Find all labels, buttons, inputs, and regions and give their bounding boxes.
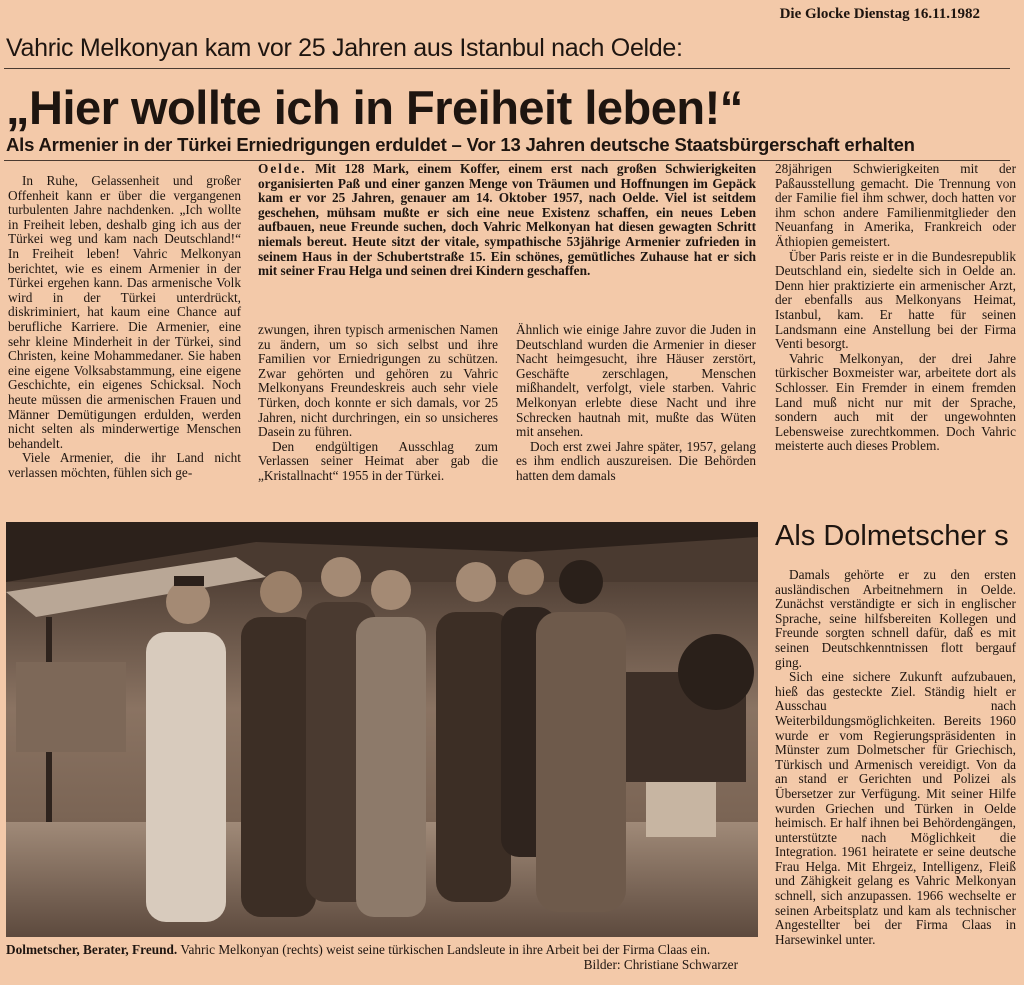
paragraph: In Ruhe, Gelassenheit und großer Offenheit kann er über die vergangenen turbulenten Jahre nachdenken. „Ich wollte in Freiheit leben, deshalb ging ich aus der Türkei weg und kam nach Deutschland!“ In Freiheit leben! Vahric Melkonyan berichtet, wie es einem Armenier in der Türkei ergehen kann. Das armenische Volk wird in der Türkei unterdrückt, diskriminiert, hat kaum eine Chance auf berufliche Karriere. Die Armenier, eine sehr kleine Minderheit in der Türkei, sind Christen, keine Mohammedaner. Sie haben eine eigene Volksabstammung, eine eigene Geschichte, ein eigenes Schicksal. Noch heute müssen die armenischen Frauen und Männer Demütigungen erdulden, werden nicht selten als minderwertige Menschen behandelt.	[8, 173, 241, 451]
subheadline: Als Armenier in der Türkei Erniedrigungen erduldet – Vor 13 Jahren deutsche Staatsbürgerschaft erhalten	[6, 134, 915, 155]
paragraph: Damals gehörte er zu den ersten ausländischen Arbeitnehmern in Oelde. Zunächst verständigte er sich in englischer Sprache, seine hilfsbereiten Kollegen und Freunde sorgten schnell dafür, daß es mit seinen Deutschkenntnissen flott bergauf ging.	[775, 567, 1016, 670]
article-column-1	[8, 174, 241, 480]
paragraph: zwungen, ihren typisch armenischen Namen zu ändern, um so sich selbst und ihre Familien vor Erniedrigungen zu schützen. Zwar gehörten und gehören zu Vahric Melkonyans Freundeskreis auch sehr viele Türken, doch konnte er sich damals, vor 25 Jahren, nicht durchringen, ein so unsicheres Dasein zu führen.	[258, 322, 498, 440]
dateline: Oelde.	[258, 161, 307, 176]
paragraph: Über Paris reiste er in die Bundesrepublik Deutschland ein, siedelte sich in Oelde an. Denn hier praktizierte ein armenischer Arzt, der ebenfalls aus Melkonyans Heimat, Istanbul, kam. Er hatte für seinen Landsmann eine Anstellung bei der Firma Venti besorgt.	[775, 248, 1016, 352]
paragraph: Ähnlich wie einige Jahre zuvor die Juden in Deutschland wurden die Armenier in dieser Nacht heimgesucht, ihre Häuser zerstört, Geschäfte zerschlagen, Menschen mißhandelt, verfolgt, viele starben. Vahric Melkonyan erlebte diese Nacht und ihre Schrecken hautnah mit, mußte das Wüten mit ansehen.	[516, 322, 756, 440]
article-lead	[258, 162, 756, 279]
article-column-5	[775, 568, 1016, 947]
headline: „Hier wollte ich in Freiheit leben!“	[6, 81, 743, 134]
paragraph: Sich eine sichere Zukunft aufzubauen, hieß das gesteckte Ziel. Ständig hielt er Ausschau nach Weiterbildungsmöglichkeiten. Bereits 1960 wurde er vom Regierungspräsidenten in Münster zum Dolmetscher für Griechisch, Türkisch und Armenisch vereidigt. Von da an stand er Gerichten und Polizei als Übersetzer zur Verfügung. Mit seiner Hilfe wurden Griechen und Türken in Oelde heimisch. Er half ihnen bei Behördengängen, unterstützte nach Möglichkeit die Integration. 1961 heiratete er seine deutsche Frau Helga. Mit Ehrgeiz, Intelligenz, Fleiß und Zähigkeit gelang es Vahric Melkonyan schnell, sich anzupassen. 1966 wechselte er seinen Arbeitsplatz und kam als technischer Angestellter bei der Firma Claas in Harsewinkel unter.	[775, 669, 1016, 947]
caption-text: Vahric Melkonyan (rechts) weist seine türkischen Landsleute in ihre Arbeit bei der Firma Claas ein.	[180, 942, 711, 957]
photo-credit: Bilder: Christiane Schwarzer	[583, 957, 738, 972]
top-rule	[4, 68, 1010, 69]
paragraph: Viele Armenier, die ihr Land nicht verlassen möchten, fühlen sich ge-	[8, 450, 241, 480]
paragraph: Vahric Melkonyan, der drei Jahre türkischer Boxmeister war, arbeitete dort als Schlosser. Ein Fremder in einem fremden Land muß nicht nur mit der Sprache, sondern auch mit der ungewohnten Lebensweise zurechtkommen. Doch Vahric meisterte auch dieses Problem.	[775, 350, 1016, 454]
caption-title: Dolmetscher, Berater, Freund.	[6, 942, 178, 957]
newspaper-source-date: Die Glocke Dienstag 16.11.1982	[779, 6, 980, 22]
section-heading: Als Dolmetscher s	[775, 520, 1009, 552]
news-photo	[6, 522, 758, 937]
lead-text: Mit 128 Mark, einem Koffer, einem erst nach großen Schwierigkeiten organisierten Paß und einer ganzen Menge von Träumen und Hoffnungen im Gepäck kam er vor 25 Jahren, genauer am 14. Oktober 1957, nach Oelde. Viel ist seitdem geschehen, mühsam mußte er sich eine neue Existenz schaffen, ein neues Leben aufbauen, neue Freunde suchen, doch Vahric Melkonyan hat diesen gewagten Schritt niemals bereut. Heute sitzt der vitale, sympathische 53jährige Armenier zufrieden in seinem Haus in der Schubertstraße 15. Ein schönes, gemütliches Zuhause hat er sich mit seiner Frau Helga und seinen drei Kindern geschaffen.	[258, 161, 756, 279]
article-column-2	[258, 323, 498, 484]
article-column-3	[516, 323, 756, 484]
paragraph: Doch erst zwei Jahre später, 1957, gelang es ihm endlich auszureisen. Die Behörden hatten dem damals	[516, 438, 756, 483]
kicker-line: Vahric Melkonyan kam vor 25 Jahren aus Istanbul nach Oelde:	[6, 34, 683, 62]
photo-caption	[6, 942, 758, 972]
group-photo-illustration	[6, 522, 758, 937]
paragraph: 28jährigen Schwierigkeiten mit der Paßausstellung gemacht. Die Trennung von der Familie fiel ihm schwer, doch hatten vor ihm schon andere Familienmitglieder den Neuanfang in Amerika, Frankreich oder Äthiopien gemeistert.	[775, 161, 1016, 249]
paragraph: Den endgültigen Ausschlag zum Verlassen seiner Heimat aber gab die „Kristallnacht“ 1955 in der Türkei.	[258, 438, 498, 483]
article-column-4	[775, 162, 1016, 454]
